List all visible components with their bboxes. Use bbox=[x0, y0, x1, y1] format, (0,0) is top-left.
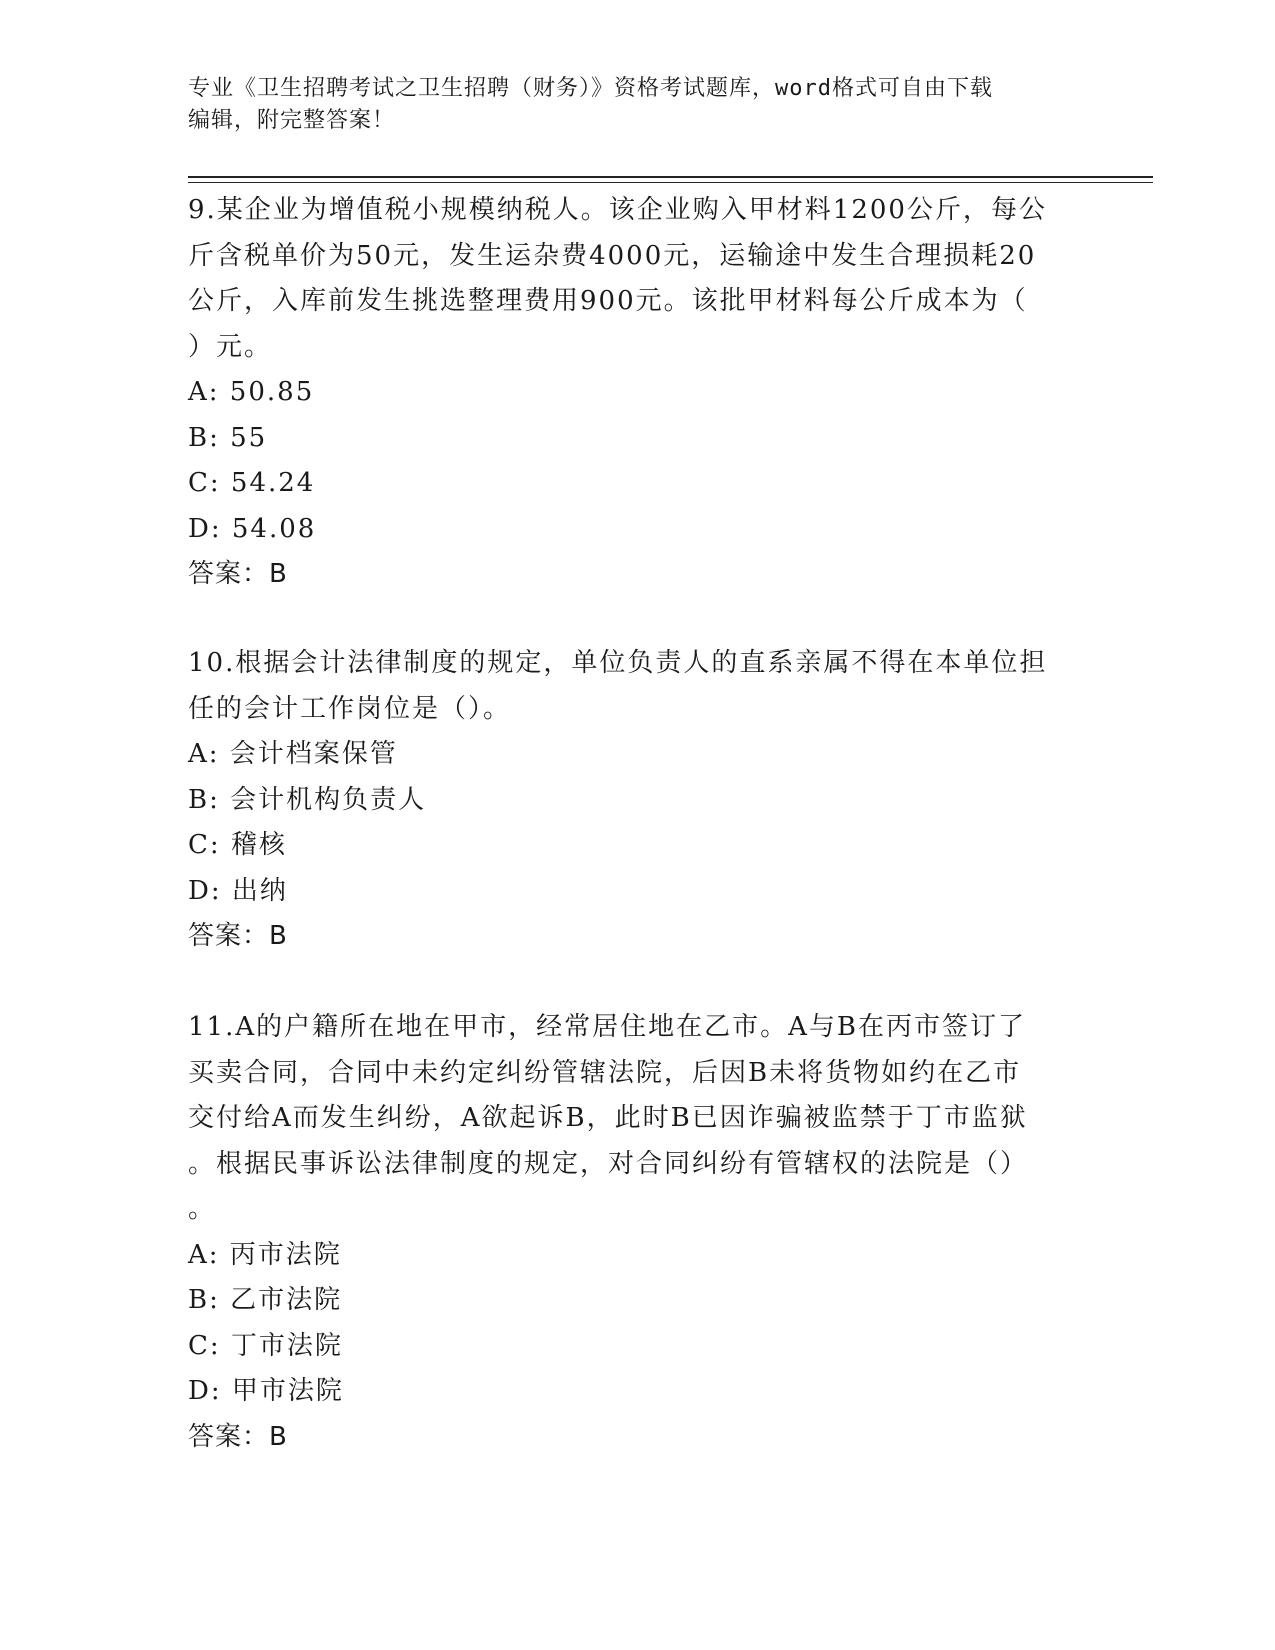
stem-line: 11.A的户籍所在地在甲市，经常居住地在乙市。A与B在丙市签订了 bbox=[188, 1012, 1027, 1042]
question-stem bbox=[188, 641, 1088, 732]
option-a: A: 会计档案保管 bbox=[188, 739, 398, 769]
stem-line: 斤含税单价为50元，发生运杂费4000元，运输途中发生合理损耗20 bbox=[188, 240, 1037, 271]
question-10 bbox=[188, 641, 1088, 960]
option-d: D: 甲市法院 bbox=[188, 1376, 344, 1406]
option-d: D: 出纳 bbox=[188, 875, 288, 906]
option-b: B: 乙市法院 bbox=[188, 1285, 343, 1315]
header-line-1: 专业《卫生招聘考试之卫生招聘（财务）》资格考试题库，word格式可自由下载 bbox=[188, 76, 993, 101]
option-a: A: 丙市法院 bbox=[188, 1239, 342, 1270]
question-stem bbox=[188, 1005, 1088, 1233]
stem-line: 公斤，入库前发生挑选整理费用900元。该批甲材料每公斤成本为（ bbox=[188, 286, 1028, 316]
header-line-2: 编辑，附完整答案！ bbox=[188, 108, 396, 133]
document-header bbox=[188, 73, 1088, 137]
answer-label: 答案：B bbox=[188, 559, 288, 589]
stem-line: ）元。 bbox=[188, 331, 273, 362]
stem-line: 。根据民事诉讼法律制度的规定，对合同纠纷有管辖权的法院是（） bbox=[188, 1148, 1029, 1179]
stem-line: 9.某企业为增值税小规模纳税人。该企业购入甲材料1200公斤，每公 bbox=[188, 195, 1047, 225]
stem-line: 任的会计工作岗位是（）。 bbox=[188, 693, 512, 724]
header-divider-thin bbox=[188, 182, 1153, 183]
answer-label: 答案：B bbox=[188, 1421, 288, 1452]
option-c: C: 54.24 bbox=[188, 468, 316, 498]
question-9 bbox=[188, 188, 1088, 598]
header-divider-thick bbox=[188, 176, 1153, 178]
option-b: B: 会计机构负责人 bbox=[188, 784, 427, 815]
answer-label: 答案：B bbox=[188, 921, 288, 951]
stem-line: 10.根据会计法律制度的规定，单位负责人的直系亲属不得在本单位担 bbox=[188, 648, 1048, 678]
stem-line: 交付给A而发生纠纷，A欲起诉B，此时B已因诈骗被监禁于丁市监狱 bbox=[188, 1103, 1028, 1133]
question-11 bbox=[188, 1005, 1088, 1460]
option-b: B: 55 bbox=[188, 422, 268, 453]
option-c: C: 稽核 bbox=[188, 830, 287, 860]
option-c: C: 丁市法院 bbox=[188, 1330, 343, 1361]
question-stem bbox=[188, 188, 1088, 370]
option-d: D: 54.08 bbox=[188, 513, 317, 544]
stem-line: 。 bbox=[188, 1194, 217, 1224]
stem-line: 买卖合同，合同中未约定纠纷管辖法院，后因B未将货物如约在乙市 bbox=[188, 1057, 1022, 1088]
option-a: A: 50.85 bbox=[188, 377, 315, 407]
